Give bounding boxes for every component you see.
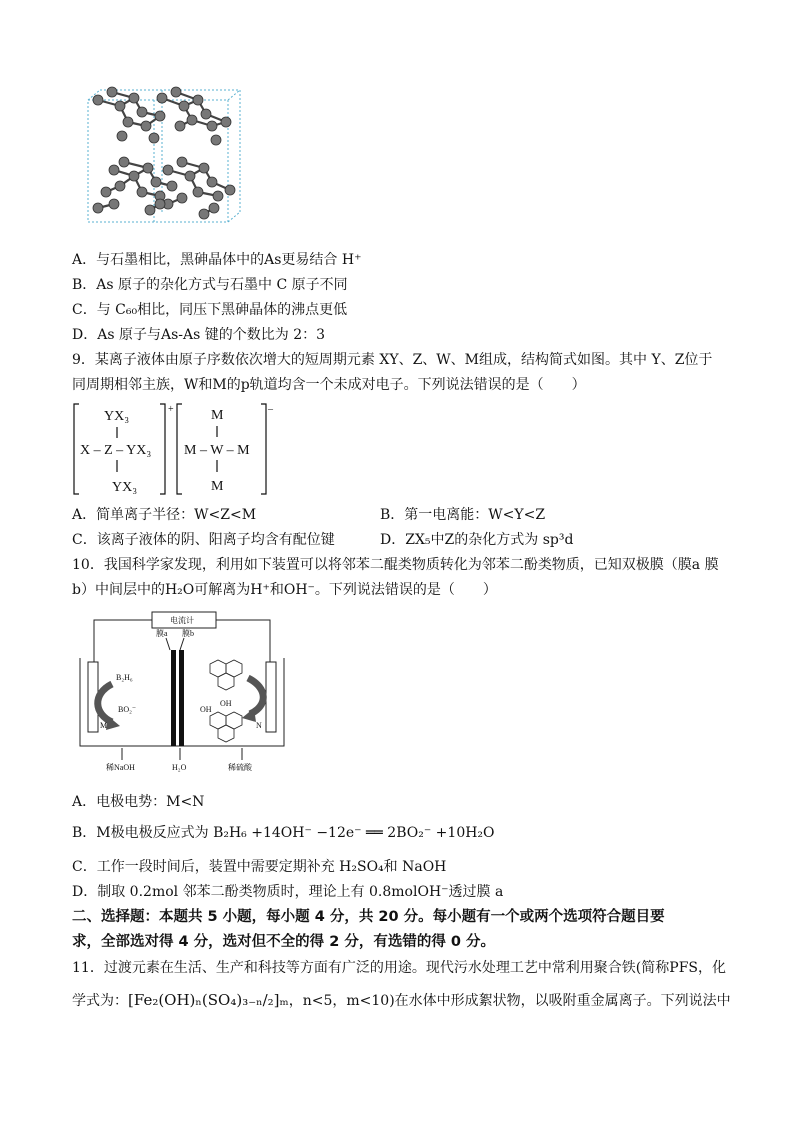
membrane-b-label: 膜b <box>182 629 194 638</box>
q10-stem-line1: 10．我国科学家发现，利用如下装置可以将邻苯二醌类物质转化为邻苯二酚类物质，已知双极膜（膜a 膜 <box>72 557 719 573</box>
cation-charge: + <box>168 404 174 415</box>
q10-option-b: B．M极电极反应式为 B₂H₆ +14OH⁻ −12e⁻ ══ 2BO₂⁻ +10H₂O <box>72 825 495 841</box>
oh-label-1: OH <box>220 699 232 708</box>
left-solution-label: 稀NaOH <box>106 763 135 772</box>
q11-stem-line1: 11．过渡元素在生活、生产和科技等方面有广泛的用途。现代污水处理工艺中常利用聚合铁(简称PFS，化 <box>72 960 726 976</box>
cation-top-group: YX₃ <box>104 409 130 424</box>
electrode-m-label: M <box>100 721 108 730</box>
ionic-liquid-structure-figure <box>70 400 280 500</box>
q8-option-d: D．As 原子与As-As 键的个数比为 2：3 <box>72 327 326 343</box>
black-arsenic-crystal-figure <box>84 86 244 228</box>
middle-water-label: H₂O <box>172 763 187 772</box>
q10-option-a: A．电极电势：M<N <box>72 794 205 810</box>
q9-option-d: D．ZX₅中Z的杂化方式为 sp³d <box>380 532 574 548</box>
cation-bottom-group: YX₃ <box>112 480 138 495</box>
q9-option-b: B．第一电离能：W<Y<Z <box>380 507 546 523</box>
q9-option-c: C．该离子液体的阴、阳离子均含有配位键 <box>72 532 335 548</box>
anion-main-chain: M – W – M <box>184 443 250 458</box>
q9-stem-line1: 9．某离子液体由原子序数依次增大的短周期元素 XY、Z、W、M组成，结构简式如图。其中 Y、Z位于 <box>72 352 713 368</box>
pfs-formula: [Fe₂(OH)ₙ(SO₄)₃₋ₙ/₂]ₘ <box>128 991 289 1009</box>
q10-stem-line2: b）中间层中的H₂O可解离为H⁺和OH⁻。下列说法错误的是（ ） <box>72 582 497 598</box>
section-2-heading-line2: 求，全部选对得 4 分，选对但不全的得 2 分，有选错的得 0 分。 <box>72 934 496 950</box>
oh-label-2: OH <box>200 705 212 714</box>
q10-option-d: D．制取 0.2mol 邻苯二酚类物质时，理论上有 0.8molOH⁻透过膜 a <box>72 884 504 900</box>
electrode-n-label: N <box>256 721 262 730</box>
cation-main-chain: X – Z – YX₃ <box>80 443 152 458</box>
right-solution-label: 稀硫酸 <box>228 763 252 772</box>
reactant-label: B₂H₆ <box>116 673 133 682</box>
q8-option-b: B．As 原子的杂化方式与石墨中 C 原子不同 <box>72 277 348 293</box>
section-2-heading-line1: 二、选择题：本题共 5 小题，每小题 4 分，共 20 分。每小题有一个或两个选项符合题目要 <box>72 909 665 925</box>
ammeter-label: 电流计 <box>170 616 194 625</box>
q9-stem-line2: 同周期相邻主族，W和M的p轨道均含一个未成对电子。下列说法错误的是（ ） <box>72 377 586 393</box>
anion-top-atom: M <box>211 408 224 423</box>
q8-option-a: A．与石墨相比，黑砷晶体中的As更易结合 H⁺ <box>72 252 362 268</box>
q11-suffix: ，n<5，m<10)在水体中形成絮状物，以吸附重金属离子。下列说法中 <box>288 993 731 1009</box>
q11-prefix: 学式为： <box>72 993 128 1009</box>
anion-charge: – <box>268 404 273 415</box>
product-label: BO₂⁻ <box>118 705 137 714</box>
membrane-a-label: 膜a <box>156 629 168 638</box>
anion-bottom-atom: M <box>211 479 224 494</box>
q8-option-c: C．与 C₆₀相比，同压下黑砷晶体的沸点更低 <box>72 302 348 318</box>
electrolysis-device-figure <box>78 610 296 776</box>
q10-option-c: C．工作一段时间后，装置中需要定期补充 H₂SO₄和 NaOH <box>72 859 447 875</box>
q11-stem-line2 <box>72 990 731 1011</box>
q9-option-a: A．简单离子半径：W<Z<M <box>72 507 257 523</box>
